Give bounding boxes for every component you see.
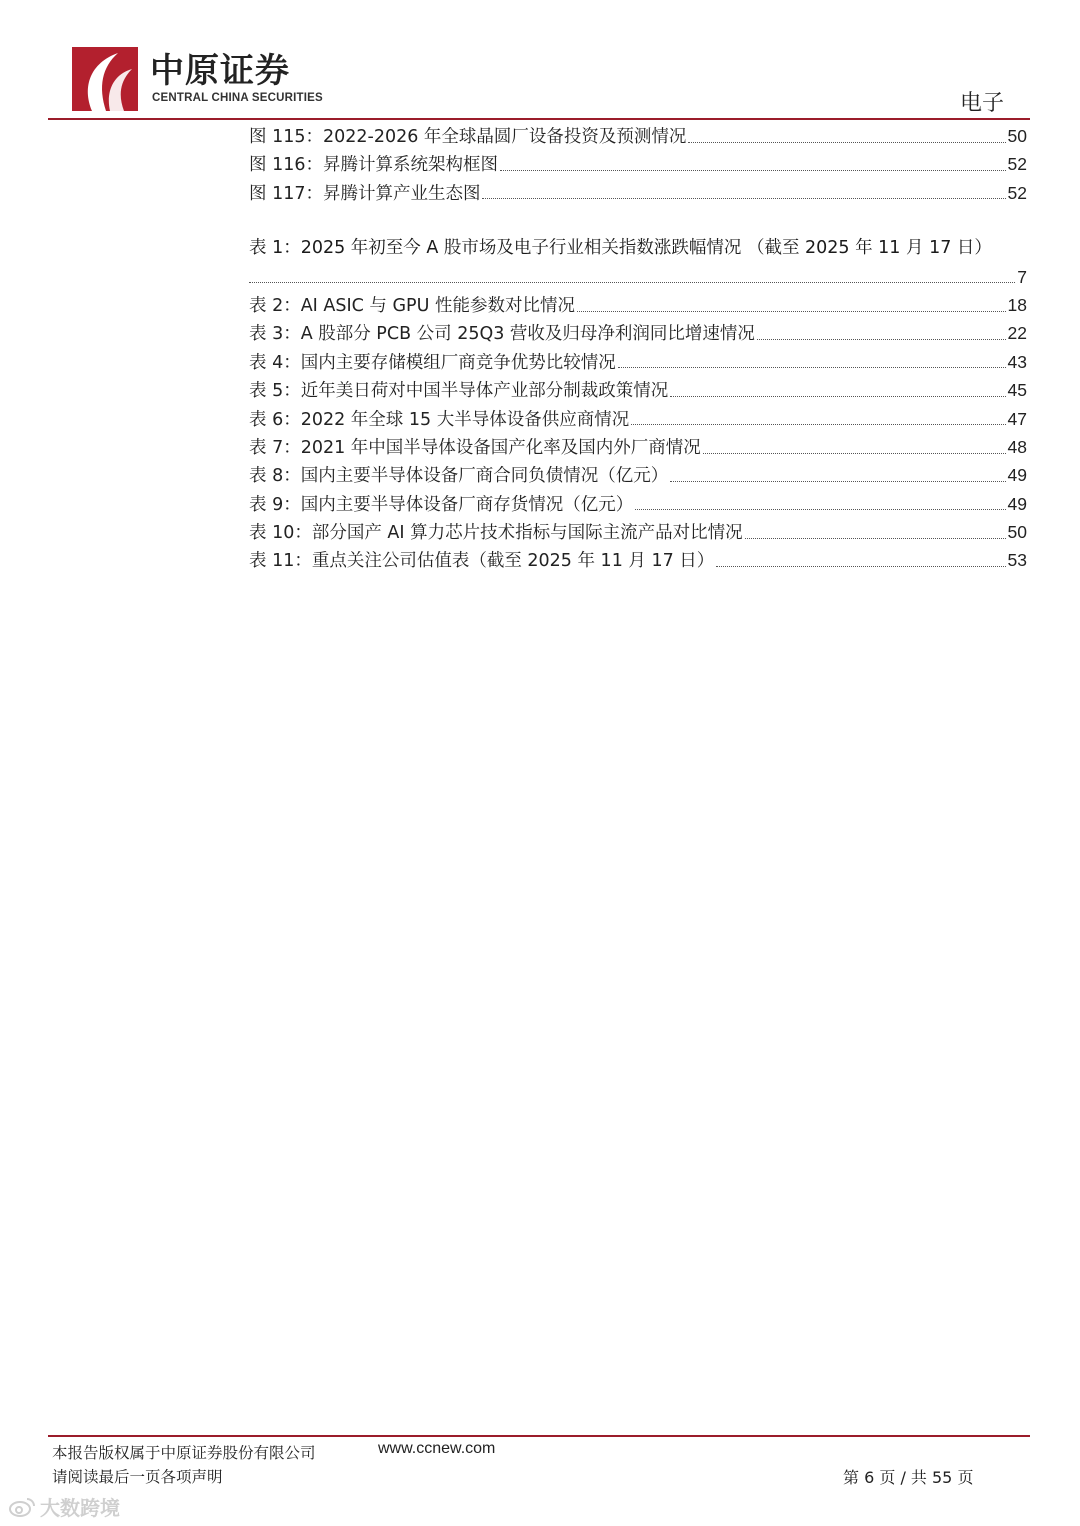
toc-entry[interactable] (249, 179, 1027, 207)
footer-notice: 请阅读最后一页各项声明 (52, 1468, 223, 1486)
dot-leader (635, 509, 1005, 510)
toc-entry-label: 图 117：昇腾计算产业生态图 (249, 183, 481, 204)
toc-entry-page: 7 (1017, 266, 1027, 287)
toc-entry-label: 表 8：国内主要半导体设备厂商合同负债情况（亿元） (249, 466, 669, 487)
toc-entry-page: 18 (1007, 294, 1027, 315)
dot-leader (670, 481, 1005, 482)
toc-entry[interactable] (249, 150, 1027, 178)
toc-entry-label: 图 116：昇腾计算系统架构框图 (249, 155, 498, 176)
table-of-contents (249, 122, 1027, 575)
toc-entry-label: 图 115：2022-2026 年全球晶圆厂设备投资及预测情况 (249, 127, 687, 147)
toc-entry-label: 表 9：国内主要半导体设备厂商存货情况（亿元） (249, 494, 634, 515)
dot-leader (577, 311, 1006, 312)
toc-entry[interactable] (249, 122, 1027, 150)
toc-entry-label: 表 11：重点关注公司估值表（截至 2025 年 11 月 17 日） (249, 551, 715, 572)
central-china-securities-logo-icon (72, 47, 138, 111)
toc-entry[interactable] (249, 376, 1027, 404)
toc-entry-label: 表 2：AI ASIC 与 GPU 性能参数对比情况 (249, 295, 575, 316)
toc-entry-label: 表 10：部分国产 AI 算力芯片技术指标与国际主流产品对比情况 (249, 523, 743, 544)
toc-entry-page: 50 (1007, 126, 1027, 146)
footer-divider (48, 1435, 1030, 1437)
toc-entry[interactable] (249, 319, 1027, 347)
dot-leader (618, 367, 1006, 368)
toc-entry-page: 22 (1007, 323, 1027, 344)
toc-entry[interactable] (249, 291, 1027, 319)
figure-list (249, 122, 1027, 207)
footer-copyright: 本报告版权属于中原证券股份有限公司 (52, 1444, 316, 1462)
footer-page-number: 第 6 页 / 共 55 页 (843, 1468, 974, 1487)
toc-entry[interactable] (249, 518, 1027, 546)
toc-entry-label: 表 1：2025 年初至今 A 股市场及电子行业相关指数涨跌幅情况 （截至 2025 年 11 月 17 日） (249, 238, 992, 259)
toc-entry-page: 52 (1007, 182, 1027, 203)
dot-leader (716, 566, 1005, 567)
logo-english-name: CENTRAL CHINA SECURITIES (152, 92, 323, 104)
footer-website-link[interactable]: www.ccnew.com (378, 1440, 496, 1457)
toc-entry-page: 49 (1007, 465, 1027, 486)
dot-leader (688, 142, 1005, 143)
section-label: 电子 (959, 91, 1004, 116)
toc-entry-label: 表 4：国内主要存储模组厂商竞争优势比较情况 (249, 352, 616, 373)
toc-entry-page: 48 (1007, 436, 1027, 457)
toc-entry[interactable] (249, 433, 1027, 461)
dot-leader (500, 170, 1006, 171)
toc-entry[interactable] (249, 461, 1027, 489)
toc-entry-table-1[interactable] (249, 234, 1027, 291)
table-list (249, 291, 1027, 575)
toc-entry[interactable] (249, 546, 1027, 574)
toc-entry-page: 52 (1007, 154, 1027, 175)
weibo-icon (8, 1496, 36, 1518)
dot-leader (631, 424, 1005, 425)
toc-entry-page: 49 (1007, 493, 1027, 514)
toc-entry[interactable] (249, 405, 1027, 433)
dot-leader (670, 396, 1005, 397)
watermark (8, 1492, 120, 1521)
logo-chinese-name: 中原证券 (150, 51, 290, 91)
dot-leader (745, 538, 1006, 539)
toc-entry-page: 47 (1007, 408, 1027, 429)
toc-entry-label: 表 3：A 股部分 PCB 公司 25Q3 营收及归母净利润同比增速情况 (249, 324, 755, 345)
toc-spacer (249, 207, 1027, 234)
toc-entry-label: 表 6：2022 年全球 15 大半导体设备供应商情况 (249, 409, 630, 430)
toc-entry[interactable] (249, 348, 1027, 376)
dot-leader (482, 198, 1005, 199)
toc-entry-label: 表 5：近年美日荷对中国半导体产业部分制裁政策情况 (249, 381, 669, 402)
dot-leader (757, 339, 1006, 340)
header-divider (48, 118, 1030, 120)
watermark-text: 大数跨境 (40, 1496, 120, 1520)
dot-leader (249, 282, 1015, 283)
dot-leader (703, 453, 1006, 454)
toc-entry-label: 表 7：2021 年中国半导体设备国产化率及国内外厂商情况 (249, 437, 701, 458)
toc-entry-page: 50 (1007, 522, 1027, 543)
toc-entry-page: 43 (1007, 351, 1027, 372)
toc-entry[interactable] (249, 490, 1027, 518)
toc-entry-page: 53 (1007, 550, 1027, 571)
toc-entry-page: 45 (1007, 380, 1027, 401)
